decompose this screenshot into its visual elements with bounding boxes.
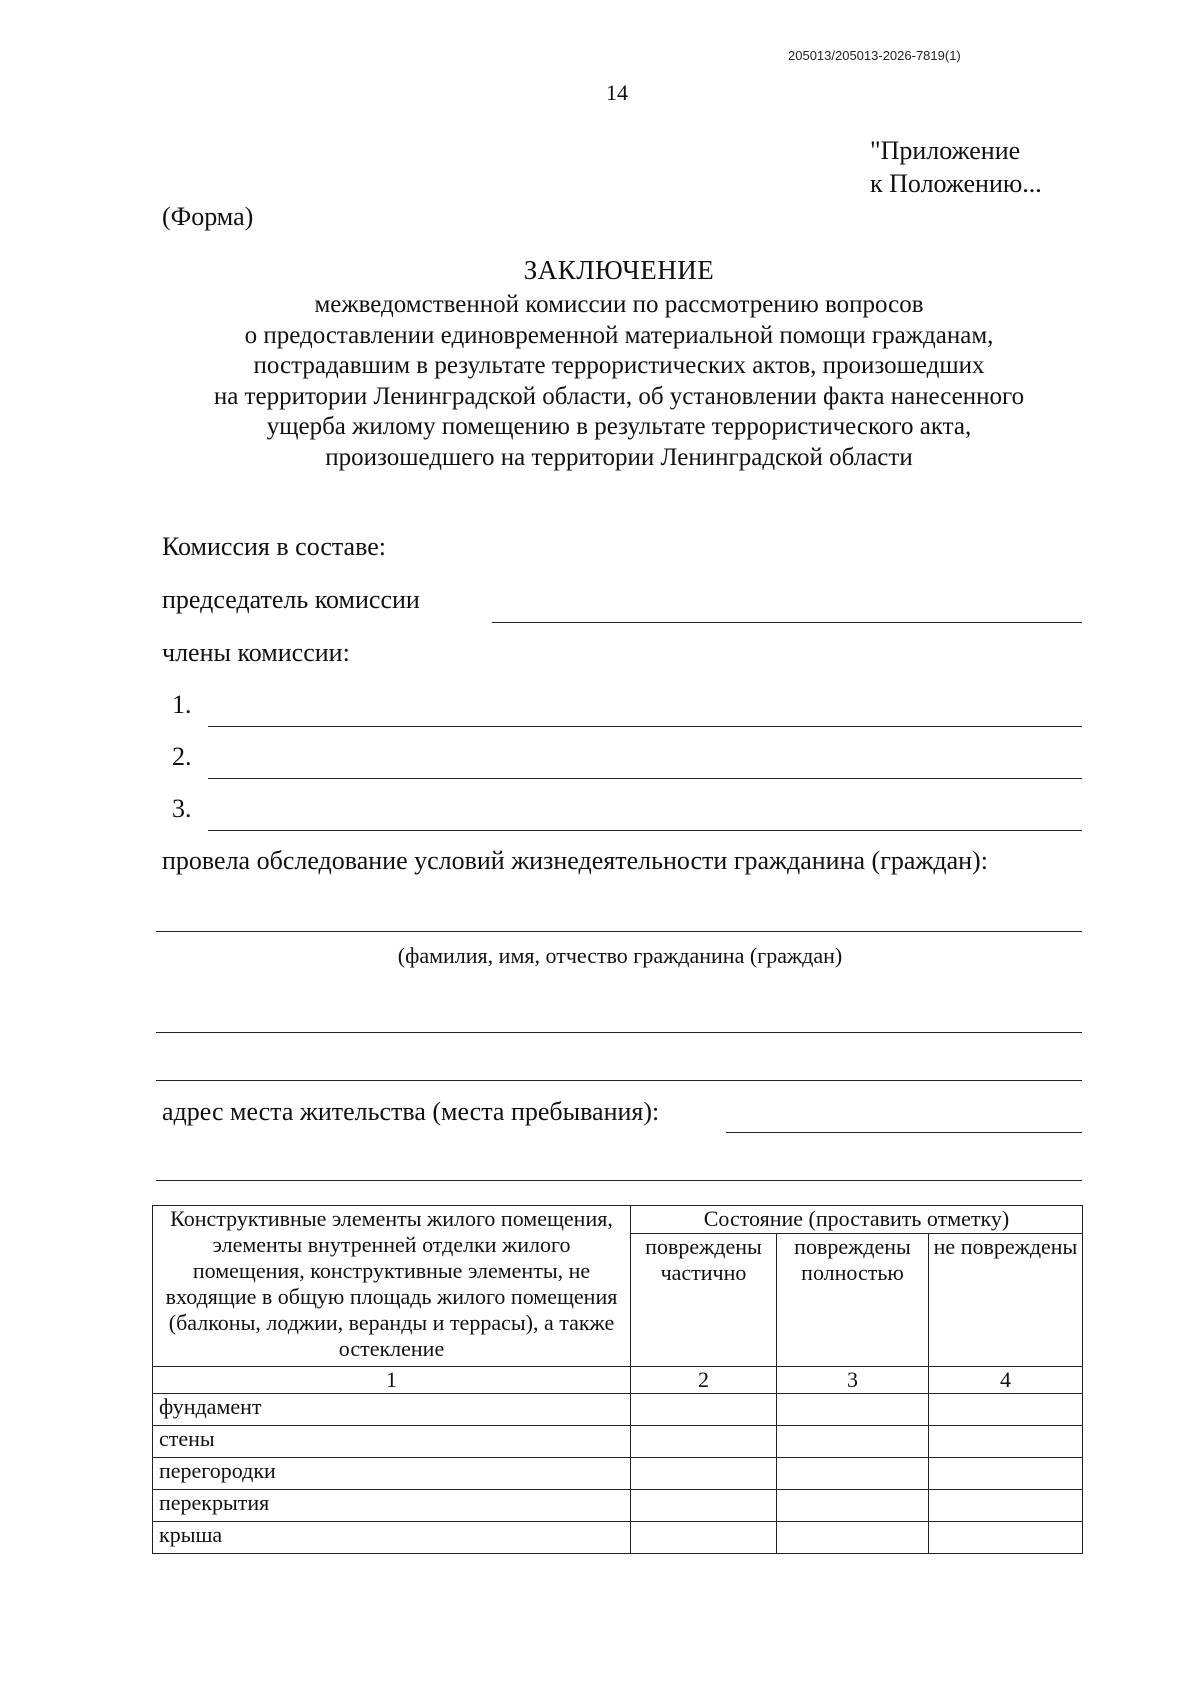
damage-table	[152, 1205, 1083, 1554]
member-1-fill-line[interactable]	[208, 726, 1082, 727]
mark-cell[interactable]	[777, 1426, 929, 1458]
mark-cell[interactable]	[777, 1490, 929, 1522]
appendix-line-1: "Приложение	[870, 136, 1021, 165]
extra-fill-line[interactable]	[156, 1032, 1082, 1033]
address-label: адрес места жительства (места пребывания):	[162, 1097, 660, 1126]
address-fill-line-2[interactable]	[156, 1180, 1082, 1181]
mark-cell[interactable]	[777, 1458, 929, 1490]
mark-cell[interactable]	[929, 1522, 1083, 1554]
column-number: 2	[631, 1367, 777, 1394]
element-name: перекрытия	[153, 1490, 631, 1522]
citizen-name-fill-line[interactable]	[156, 931, 1082, 932]
document-id: 205013/205013-2026-7819(1)	[788, 48, 961, 63]
mark-cell[interactable]	[929, 1426, 1083, 1458]
column-number: 3	[777, 1367, 929, 1394]
chairman-fill-line[interactable]	[492, 622, 1082, 623]
element-name: крыша	[153, 1522, 631, 1554]
document-subtitle	[0, 290, 1200, 473]
column-number: 4	[929, 1367, 1083, 1394]
subtitle-line: о предоставлении единовременной материальной помощи гражданам,	[244, 321, 994, 349]
mark-cell[interactable]	[929, 1458, 1083, 1490]
member-2-fill-line[interactable]	[208, 778, 1082, 779]
member-number: 1.	[172, 690, 192, 719]
member-3-fill-line[interactable]	[208, 830, 1082, 831]
mark-cell[interactable]	[631, 1394, 777, 1426]
subtitle-line: межведомственной комиссии по рассмотрению вопросов	[314, 291, 924, 318]
subtitle-line: на территории Ленинградской области, об установлении факта нанесенного	[213, 382, 1025, 410]
subtitle-line: ущерба жилому помещению в результате террористического акта,	[266, 413, 972, 440]
survey-label: провела обследование условий жизнедеятельности гражданина (граждан):	[162, 846, 988, 875]
member-number: 3.	[172, 794, 192, 823]
subtitle-line: пострадавшим в результате террористических актов, произошедших	[253, 352, 985, 379]
state-column-header: Состояние (проставить отметку)	[631, 1206, 1083, 1234]
element-name: перегородки	[153, 1458, 631, 1490]
appendix-note	[870, 134, 1042, 200]
state-partial-header: повреждены частично	[631, 1234, 777, 1367]
chairman-label: председатель комиссии	[162, 585, 420, 614]
composition-label: Комиссия в составе:	[162, 532, 386, 561]
mark-cell[interactable]	[777, 1394, 929, 1426]
document-title: ЗАКЛЮЧЕНИЕ	[523, 255, 715, 285]
element-name: стены	[153, 1426, 631, 1458]
citizen-name-caption: (фамилия, имя, отчество гражданина (граждан)	[397, 943, 843, 968]
state-none-header: не повреждены	[929, 1234, 1083, 1367]
address-fill-line[interactable]	[726, 1132, 1082, 1133]
mark-cell[interactable]	[631, 1522, 777, 1554]
mark-cell[interactable]	[929, 1394, 1083, 1426]
table-row	[153, 1522, 1083, 1554]
member-number: 2.	[172, 742, 192, 771]
table-row	[153, 1458, 1083, 1490]
page-number: 14	[606, 80, 628, 105]
appendix-line-2: к Положению...	[870, 169, 1042, 198]
mark-cell[interactable]	[777, 1522, 929, 1554]
state-full-header: повреждены полностью	[777, 1234, 929, 1367]
mark-cell[interactable]	[631, 1458, 777, 1490]
subtitle-line: произошедшего на территории Ленинградской области	[325, 443, 913, 471]
table-row	[153, 1394, 1083, 1426]
column-number: 1	[153, 1367, 631, 1394]
mark-cell[interactable]	[631, 1490, 777, 1522]
table-row	[153, 1490, 1083, 1522]
mark-cell[interactable]	[929, 1490, 1083, 1522]
extra-fill-line[interactable]	[156, 1080, 1082, 1081]
column-number-row	[153, 1367, 1083, 1394]
form-label: (Форма)	[162, 202, 254, 231]
members-label: члены комиссии:	[162, 638, 350, 667]
element-name: фундамент	[153, 1394, 631, 1426]
mark-cell[interactable]	[631, 1426, 777, 1458]
elements-column-header: Конструктивные элементы жилого помещения, элементы внутренней отделки жилого помещения, конструктивные элементы, не входящие в общую площадь жилого помещения (балконы, лоджии, веранды и террасы), а также остекление	[153, 1206, 631, 1367]
table-row	[153, 1426, 1083, 1458]
